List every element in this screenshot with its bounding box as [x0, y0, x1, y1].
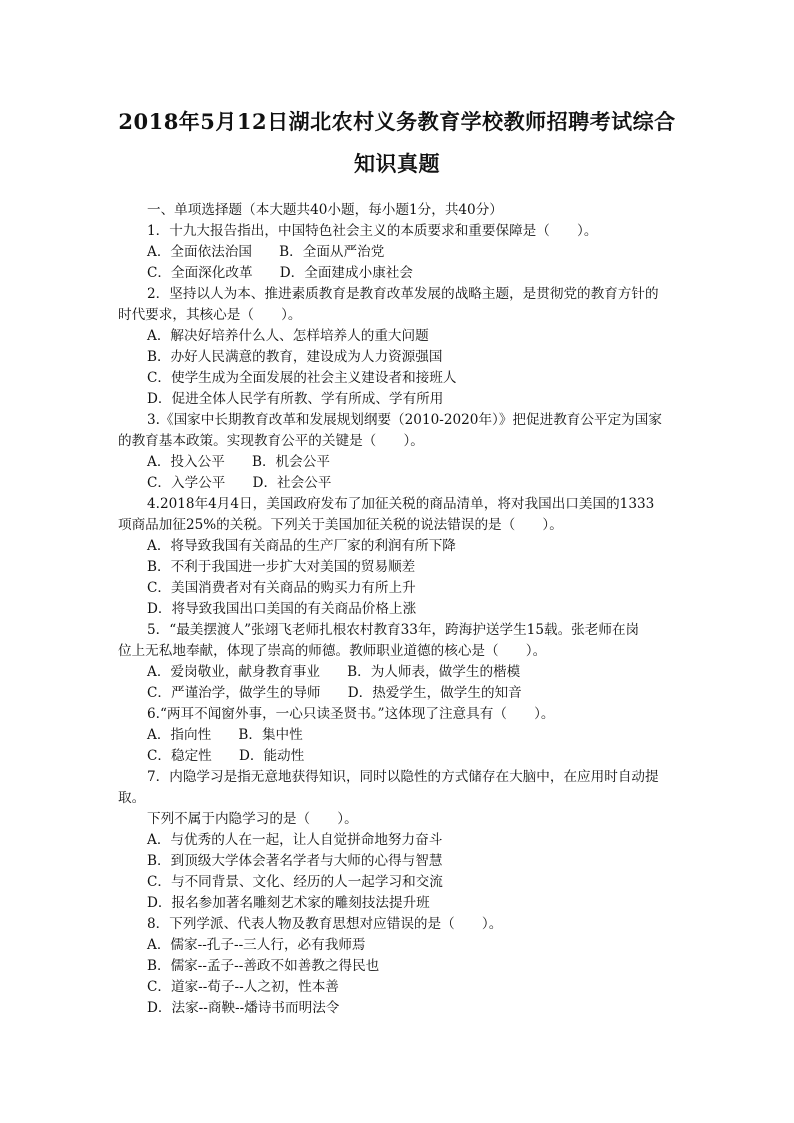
option-line: C．入学公平 D．社会公平 — [147, 475, 332, 491]
question-line: 3.《国家中长期教育改革和发展规划纲要（2010-2020年）》把促进教育公平定为国家 — [147, 412, 662, 428]
option-line: C．道家--荀子--人之初，性本善 — [147, 979, 339, 995]
option-line: B．不利于我国进一步扩大对美国的贸易顺差 — [147, 559, 416, 575]
option-line: A．全面依法治国 B．全面从严治党 — [147, 244, 385, 260]
question-line-cont: 的教育基本政策。实现教育公平的关键是（ ）。 — [118, 433, 424, 449]
option-line: C．与不同背景、文化、经历的人一起学习和交流 — [147, 874, 443, 890]
section-heading: 一、单项选择题（本大题共40小题，每小题1分，共40分） — [147, 202, 503, 218]
page-title-line-1: 2018年5月12日湖北农村义务教育学校教师招聘考试综合 — [118, 109, 676, 134]
option-line: A．将导致我国有关商品的生产厂家的利润有所下降 — [147, 538, 456, 554]
option-line: C．全面深化改革 D．全面建成小康社会 — [147, 265, 413, 281]
question-line: 6.“两耳不闻窗外事，一心只读圣贤书。”这体现了注意具有（ ）。 — [147, 706, 555, 722]
question-line: 4.2018年4月4日，美国政府发布了加征关税的商品清单，将对我国出口美国的1333 — [147, 496, 655, 512]
option-line: A．儒家--孔子--三人行，必有我师焉 — [147, 937, 366, 953]
question-line-cont: 位上无私地奉献，体现了崇高的师德。教师职业道德的核心是（ ）。 — [118, 643, 547, 659]
option-line: D．法家--商鞅--燔诗书而明法令 — [147, 1000, 340, 1016]
option-line: C．美国消费者对有关商品的购买力有所上升 — [147, 580, 416, 596]
question-line: 8．下列学派、代表人物及教育思想对应错误的是（ ）。 — [147, 916, 503, 932]
option-line: D．促进全体人民学有所教、学有所成、学有所用 — [147, 391, 444, 407]
question-line: 1．十九大报告指出，中国特色社会主义的本质要求和重要保障是（ ）。 — [147, 223, 598, 239]
option-line: D．将导致我国出口美国的有关商品价格上涨 — [147, 601, 417, 617]
question-line-cont: 时代要求，其核心是（ ）。 — [118, 307, 302, 323]
option-line: A．爱岗敬业，献身教育事业 B．为人师表，做学生的楷模 — [147, 664, 521, 680]
page-title-line-2: 知识真题 — [354, 151, 440, 176]
question-line-cont: 取。 — [118, 790, 146, 806]
question-line: 下列不属于内隐学习的是（ ）。 — [147, 811, 358, 827]
option-line: A．指向性 B．集中性 — [147, 727, 303, 743]
option-line: A．解决好培养什么人、怎样培养人的重大问题 — [147, 328, 429, 344]
option-line: B．到顶级大学体会著名学者与大师的心得与智慧 — [147, 853, 443, 869]
question-line: 2．坚持以人为本、推进素质教育是教育改革发展的战略主题，是贯彻党的教育方针的 — [147, 286, 659, 302]
option-line: B．儒家--孟子--善政不如善教之得民也 — [147, 958, 380, 974]
option-line: A．投入公平 B．机会公平 — [147, 454, 330, 470]
question-line: 7．内隐学习是指无意地获得知识，同时以隐性的方式储存在大脑中，在应用时自动提 — [147, 769, 659, 785]
question-line-cont: 项商品加征25%的关税。下列关于美国加征关税的说法错误的是（ ）。 — [118, 517, 563, 533]
option-line: C．稳定性 D．能动性 — [147, 748, 305, 764]
option-line: C．使学生成为全面发展的社会主义建设者和接班人 — [147, 370, 457, 386]
option-line: C．严谨治学，做学生的导师 D．热爱学生，做学生的知音 — [147, 685, 522, 701]
option-line: B．办好人民满意的教育，建设成为人力资源强国 — [147, 349, 443, 365]
question-line: 5．“最美摆渡人”张翊飞老师扎根农村教育33年，跨海护送学生15载。张老师在岗 — [147, 622, 640, 638]
option-line: D．报名参加著名雕刻艺术家的雕刻技法提升班 — [147, 895, 430, 911]
option-line: A．与优秀的人在一起，让人自觉拼命地努力奋斗 — [147, 832, 443, 848]
